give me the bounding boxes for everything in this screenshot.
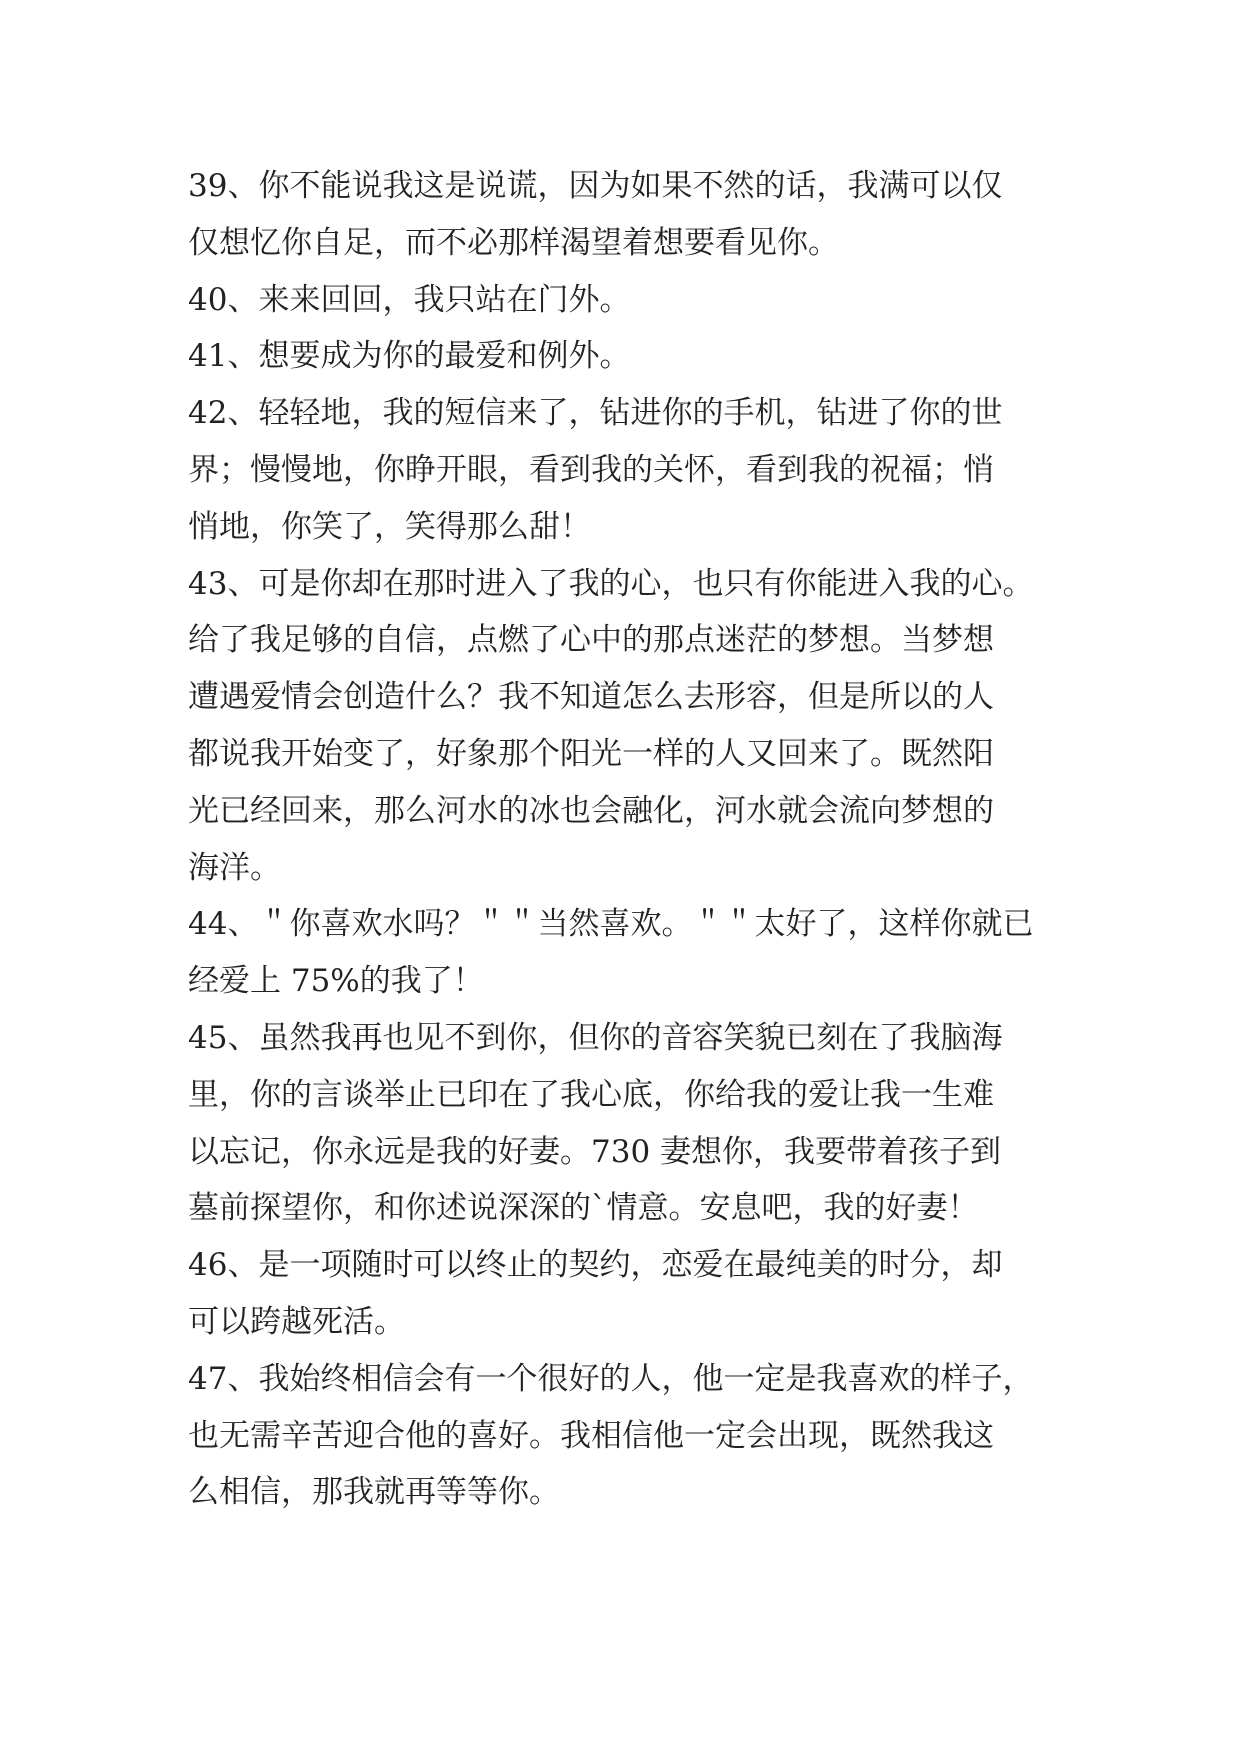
text-line: 40、来来回回，我只站在门外。 bbox=[188, 281, 631, 318]
text-line: 43、可是你却在那时进入了我的心，也只有你能进入我的心。 bbox=[188, 565, 1034, 602]
text-line: 也无需辛苦迎合他的喜好。我相信他一定会出现，既然我这 bbox=[188, 1417, 994, 1454]
text-line: 仅想忆你自足，而不必那样渴望着想要看见你。 bbox=[188, 224, 839, 261]
text-line: 42、轻轻地，我的短信来了，钻进你的手机，钻进了你的世 bbox=[188, 395, 1003, 432]
text-line: 界；慢慢地，你睁开眼，看到我的关怀，看到我的祝福；悄 bbox=[188, 451, 994, 488]
text-line: 45、虽然我再也见不到你，但你的音容笑貌已刻在了我脑海 bbox=[188, 1019, 1003, 1056]
text-line: 以忘记，你永远是我的好妻。730 妻想你，我要带着孩子到 bbox=[188, 1133, 1002, 1170]
text-line: 遭遇爱情会创造什么？我不知道怎么去形容，但是所以的人 bbox=[188, 679, 994, 716]
text-line: 经爱上 75%的我了！ bbox=[188, 963, 484, 1000]
text-line: 里，你的言谈举止已印在了我心底，你给我的爱让我一生难 bbox=[188, 1076, 994, 1113]
text-line: 光已经回来，那么河水的冰也会融化，河水就会流向梦想的 bbox=[188, 792, 994, 829]
text-line: 海洋。 bbox=[188, 849, 281, 886]
text-line: 41、想要成为你的最爱和例外。 bbox=[188, 338, 631, 375]
text-line: 39、你不能说我这是说谎，因为如果不然的话，我满可以仅 bbox=[188, 168, 1003, 204]
text-line: 给了我足够的自信，点燃了心中的那点迷茫的梦想。当梦想 bbox=[188, 622, 994, 659]
text-line: 44、＂你喜欢水吗？＂＂当然喜欢。＂＂太好了，这样你就已 bbox=[188, 906, 1034, 943]
document-body bbox=[188, 158, 1068, 1521]
text-line: 47、我始终相信会有一个很好的人，他一定是我喜欢的样子， bbox=[188, 1360, 1034, 1397]
text-line: 46、是一项随时可以终止的契约，恋爱在最纯美的时分，却 bbox=[188, 1247, 1003, 1284]
text-line: 悄地，你笑了，笑得那么甜！ bbox=[188, 508, 591, 545]
text-line: 么相信，那我就再等等你。 bbox=[188, 1474, 560, 1511]
text-line: 都说我开始变了，好象那个阳光一样的人又回来了。既然阳 bbox=[188, 735, 994, 772]
text-line: 墓前探望你，和你述说深深的`情意。安息吧，我的好妻！ bbox=[188, 1190, 979, 1227]
text-line: 可以跨越死活。 bbox=[188, 1303, 405, 1340]
